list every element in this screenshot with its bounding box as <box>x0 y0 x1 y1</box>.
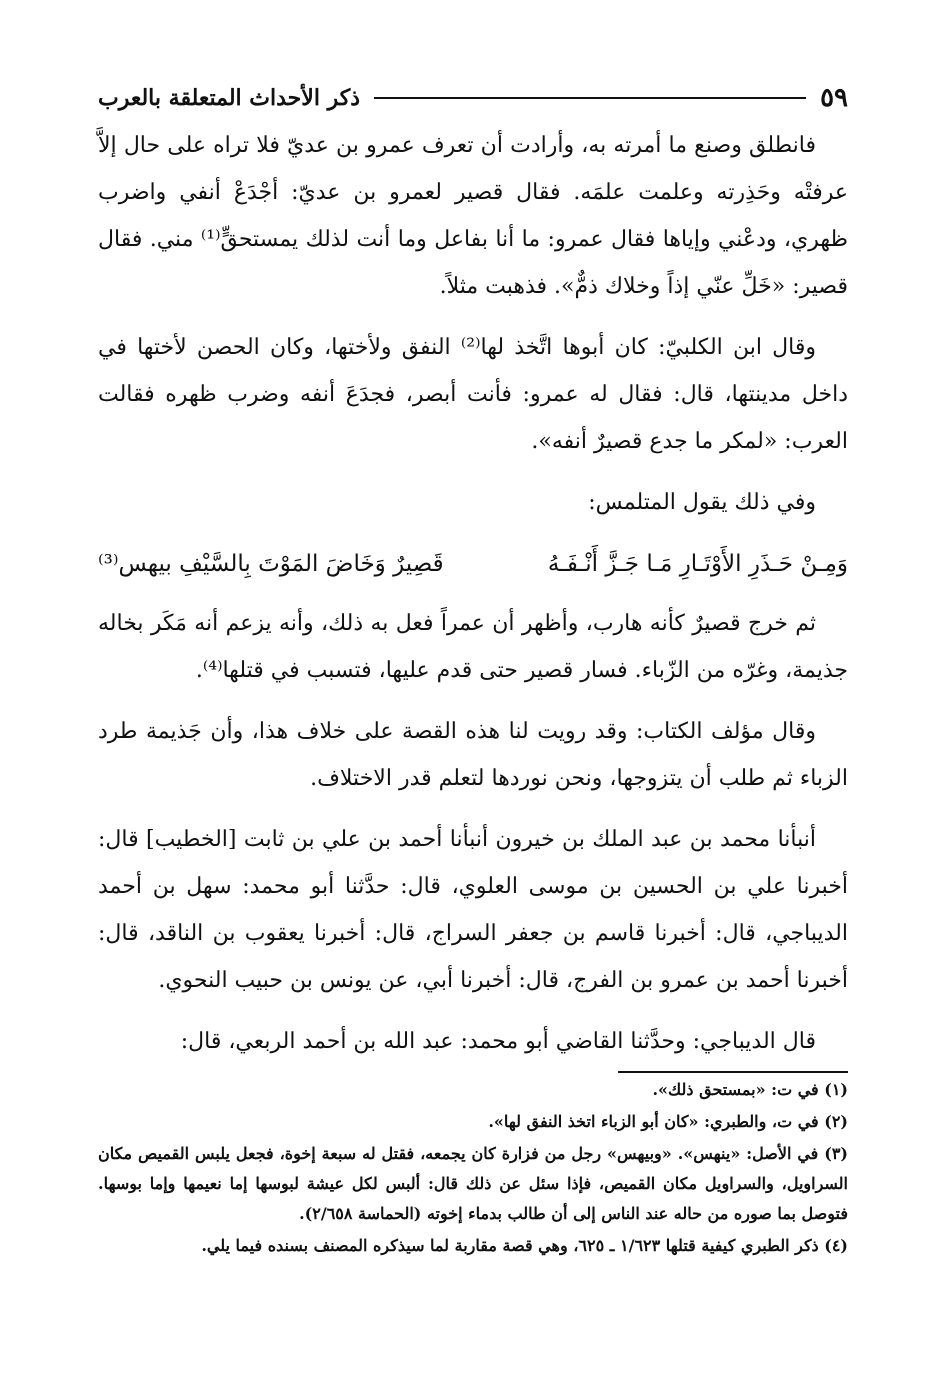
footnote: (٤) ذكر الطبري كيفية قتلها ١/٦٢٣ ـ ٦٢٥، وهي قصة مقاربة لما سيذكره المصنف بسنده فيما يلي. <box>201 1236 848 1255</box>
footnote-rule <box>618 1071 848 1073</box>
main-text <box>98 122 848 1079</box>
paragraph: ثم خرج قصيرٌ كأنه هارب، وأظهر أن عمراً فعل به ذلك، وأنه يزعم أنه مَكَر بخاله جذيمة، وغرّه من الزّباء. فسار قصير حتى قدم عليها، فتسبب في قتلها⁽⁴⁾. <box>98 611 848 683</box>
paragraph: أنبأنا محمد بن عبد الملك بن خيرون أنبأنا أحمد بن علي بن ثابت [الخطيب] قال: أخبرنا علي بن الحسين بن موسى العلوي، قال: حدَّثنا أبو محمد: سهل بن أحمد الديباجي، قال: أخبرنا قاسم بن جعفر السراج، قال: أخبرنا يعقوب بن الناقد، قال: أخبرنا أحمد بن عمرو بن الفرج، قال: أخبرنا أبي، عن يونس بن حبيب النحوي. <box>98 827 848 993</box>
footnote: (٢) في ت، والطبري: «كان أبو الزباء اتخذ النفق لها». <box>488 1112 848 1131</box>
paragraph: وقال ابن الكلبيّ: كان أبوها اتَّخذ لها⁽²⁾ النفق ولأختها، وكان الحصن لأختها في داخل مدينتها، قال: فقال له عمرو: فأنت أبصر، فجدَعَ أنفه وضرب ظهره فقالت العرب: «لمكر ما جدع قصيرٌ أنفه». <box>98 335 848 454</box>
paragraph: فانطلق وصنع ما أمرته به، وأرادت أن تعرف عمرو بن عديّ فلا تراه على حال إلاَّ عرفتْه وحَذِرته وعلمت علمَه. فقال قصير لعمرو بن عديّ: أجْدَعْ أنفي واضرب ظهري، ودعْني وإياها فقال عمرو: ما أنا بفاعل وما أنت لذلك يمستحقٍّ⁽¹⁾ مني. فقال قصير: «خَلِّ عنّي إذاً وخلاك ذمٌّ». فذهبت مثلاً. <box>98 133 848 299</box>
paragraph: وفي ذلك يقول المتلمس: <box>588 490 816 515</box>
footnotes <box>98 1075 848 1263</box>
running-header <box>98 78 848 118</box>
running-title: ذكر الأحداث المتعلقة بالعرب <box>98 85 361 111</box>
paragraph: وقال مؤلف الكتاب: وقد رويت لنا هذه القصة على خلاف هذا، وأن جَذيمة طرد الزباء ثم طلب أن يتزوجها، ونحن نوردها لتعلم قدر الاختلاف. <box>98 719 848 791</box>
verse-first-hemistich: وَمِـنْ حَـذَرِ الأَوْتَـارِ مَـا جَـزَّ أَنْـفَـهُ <box>547 551 848 577</box>
footnote: (١) في ت: «بمستحق ذلك». <box>652 1080 848 1099</box>
paragraph: قال الديباجي: وحدَّثنا القاضي أبو محمد: عبد الله بن أحمد الربعي، قال: <box>180 1029 816 1054</box>
footnote: (٣) في الأصل: «ينهس». «وبيهس» رجل من فزارة كان يجمعه، فقتل له سبعة إخوة، فجعل يلبس القميص مكان السراويل، والسراويل مكان القميص، فإذا سئل عن ذلك قال: ألبس لكل عيشة لبوسها إما نعيمها وإما بوسها. فتوصل بما صوره من حاله عند الناس إلى أن طالب بدماء إخوته (الحماسة ٢/٦٥٨). <box>98 1144 848 1223</box>
verse-second-hemistich: قَصِيرٌ وَخَاضَ المَوْتَ بِالسَّيْفِ بيهس⁽³⁾ <box>98 551 444 577</box>
header-rule <box>374 97 806 99</box>
poetry-verse <box>98 540 848 588</box>
page-number: ٥٩ <box>820 83 848 113</box>
